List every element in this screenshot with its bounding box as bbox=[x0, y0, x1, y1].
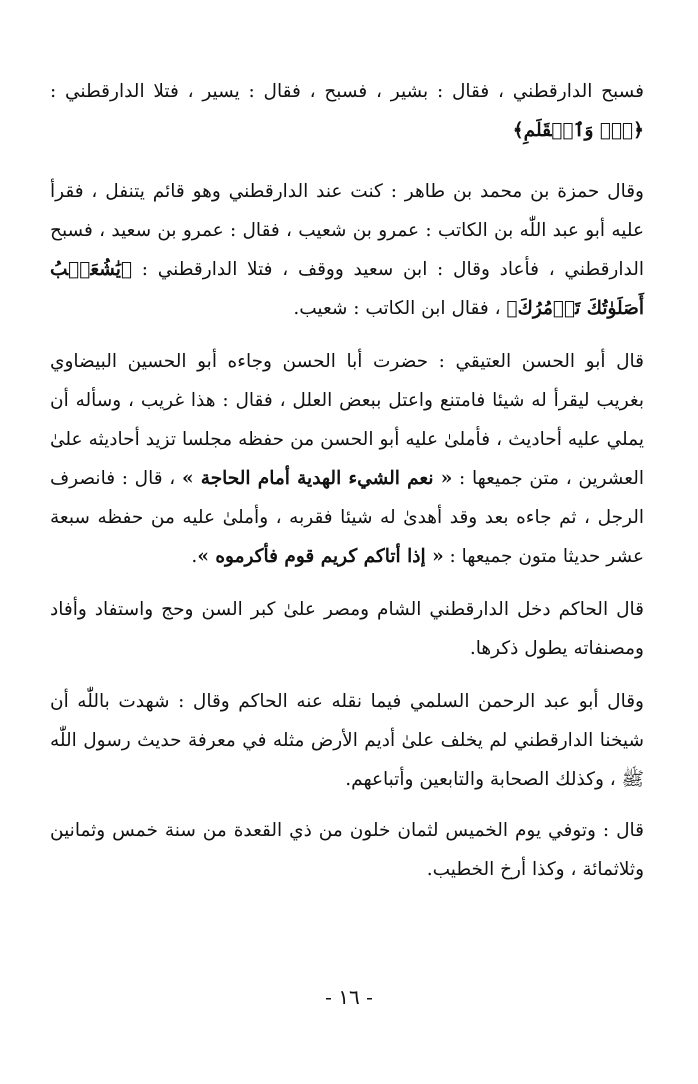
paragraph-4 bbox=[50, 590, 644, 668]
paragraph-2-text-before: وقال حمزة بن محمد بن طاهر : كنت عند الدارقطني وهو قائم يتنفل ، فقرأ عليه أبو عبد اللّٰه بن الكاتب : عمرو بن شعيب ، فقال : عمرو بن سعيد ، فسبح الدارقطني ، فأعاد وقال : ابن سعيد ووقف ، فتلا الدارقطني : bbox=[50, 181, 644, 280]
paragraph-6-text: قال : وتوفي يوم الخميس لثمان خلون من ذي القعدة من سنة خمس وثمانين وثلاثمائة ، وكذا أرخ الخطيب. bbox=[50, 820, 644, 880]
paragraph-2-text-after: ، فقال ابن الكاتب : شعيب. bbox=[293, 298, 501, 319]
paragraph-3-text-after: . bbox=[191, 546, 198, 567]
paragraph-6 bbox=[50, 811, 644, 889]
paragraph-2 bbox=[50, 172, 644, 328]
paragraph-1 bbox=[50, 72, 644, 150]
hadith-gift-before-need: « نعم الشيء الهدية أمام الحاجة » bbox=[181, 468, 453, 489]
paragraph-1-text: فسبح الدارقطني ، فقال : بشير ، فسبح ، فقال : يسير ، فتلا الدارقطني : bbox=[50, 81, 644, 102]
hadith-honor-noble-guest: « إذا أتاكم كريم قوم فأكرموه » bbox=[197, 546, 444, 567]
paragraph-3 bbox=[50, 342, 644, 576]
quran-verse-nun-walqalam: ﴿نٓۚ وَٱلۡقَلَمِ﴾ bbox=[512, 120, 644, 141]
quran-verse-ya-shuayb: ﴿يَٰشُعَيۡبُ أَصَلَوٰتُكَ تَأۡمُرُكَ﴾ bbox=[50, 259, 644, 319]
paragraph-5 bbox=[50, 682, 644, 799]
paragraph-3-text-middle: ، قال : فانصرف الرجل ، ثم جاءه بعد وقد أهدىٰ له شيئا فقربه ، وأملىٰ عليه من حفظه سبعة عشر حديثا متون جميعها : bbox=[50, 468, 644, 567]
page-number: - ١٦ - bbox=[325, 985, 373, 1009]
page-body bbox=[50, 72, 644, 895]
paragraph-4-text: قال الحاكم دخل الدارقطني الشام ومصر علىٰ كبر السن وحج واستفاد وأفاد ومصنفاته يطول ذكرها. bbox=[50, 599, 644, 659]
paragraph-3-text-before: قال أبو الحسن العتيقي : حضرت أبا الحسن وجاءه أبو الحسين البيضاوي بغريب ليقرأ له شيئا فامتنع واعتل ببعض العلل ، فقال : هذا غريب ، وسأله أن يملي عليه أحاديث ، فأملىٰ عليه أبو الحسن من حفظه مجلسا تزيد أحاديثه علىٰ العشرين ، متن جميعها : bbox=[50, 351, 645, 489]
paragraph-5-text: وقال أبو عبد الرحمن السلمي فيما نقله عنه الحاكم وقال : شهدت باللّٰه أن شيخنا الدارقطني لم يخلف علىٰ أديم الأرض مثله في معرفة حديث رسول اللّٰه ﷺ ، وكذلك الصحابة والتابعين وأتباعهم. bbox=[50, 691, 644, 790]
